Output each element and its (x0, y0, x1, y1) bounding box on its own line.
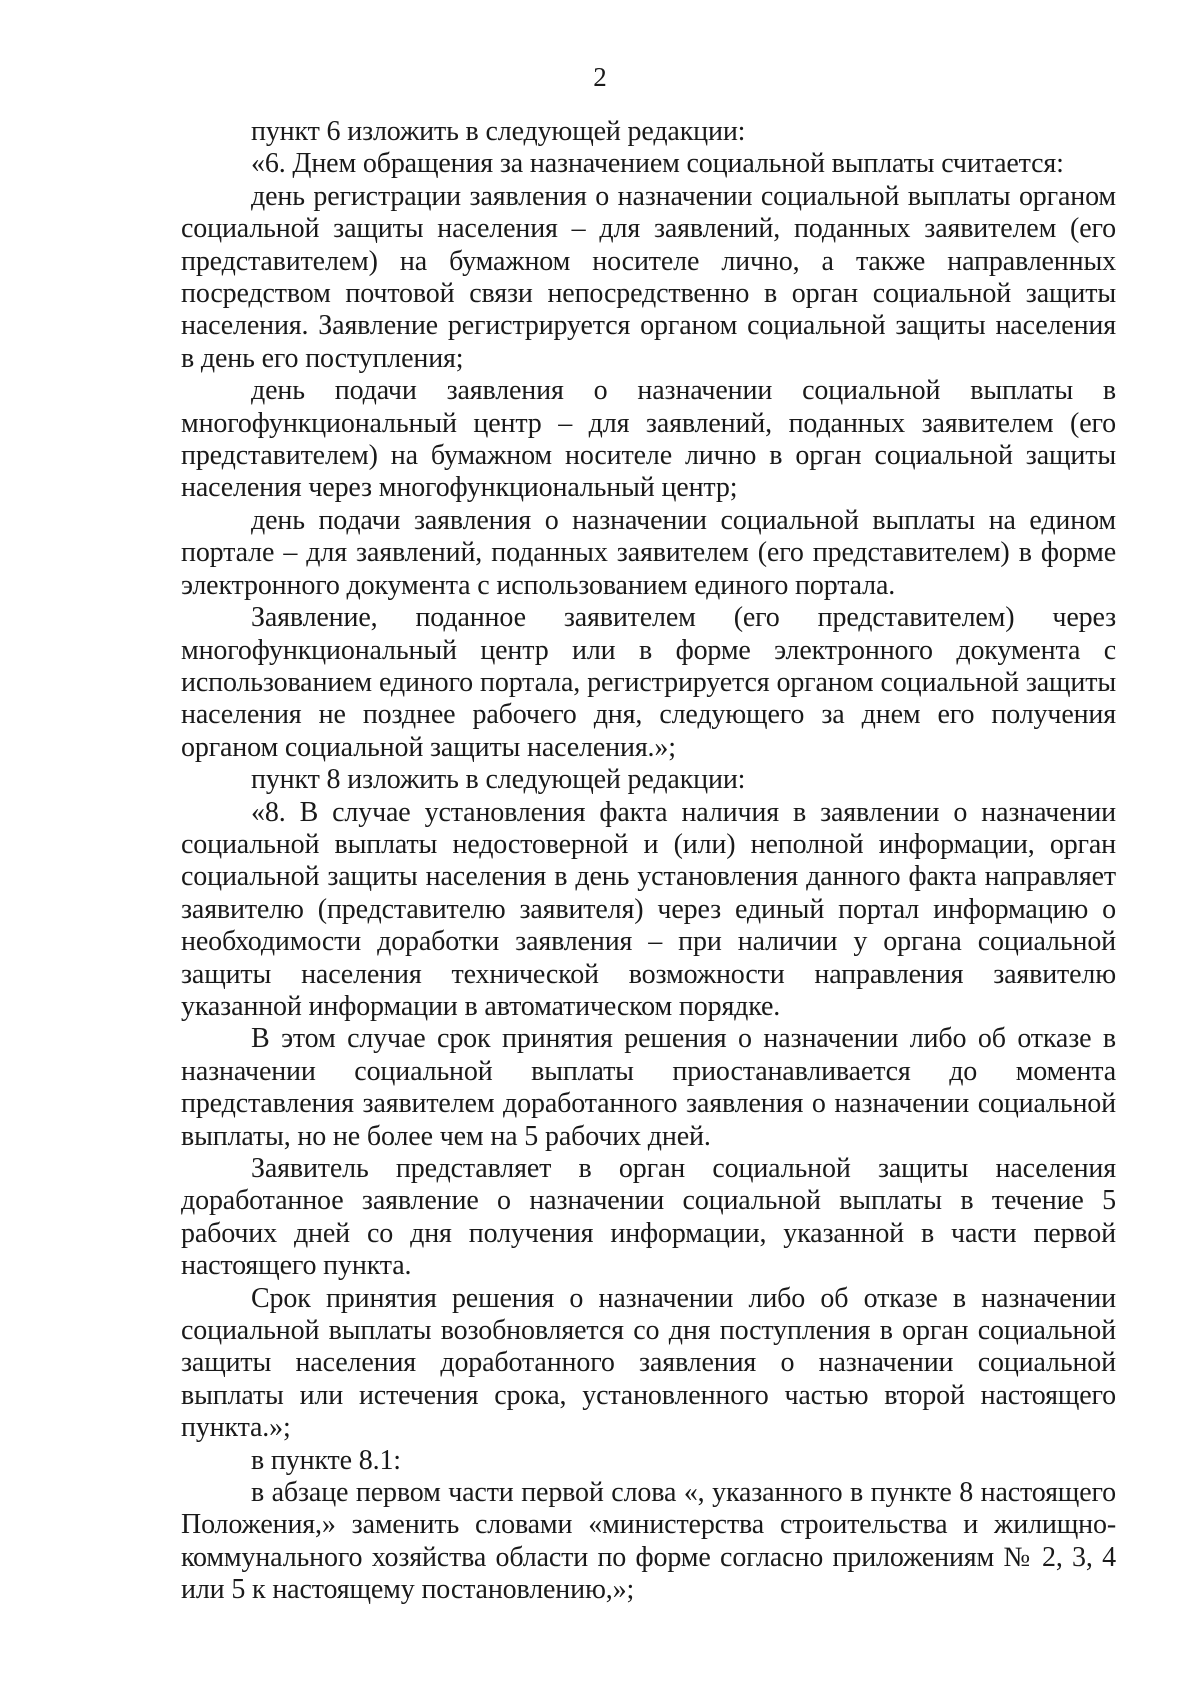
paragraph-item-8-1-replacement: в абзаце первом части первой слова «, указанного в пункте 8 настоящего Положения,» заменить словами «министерства строительства и жилищно-коммунального хозяйства области по форме согласно приложениям № 2, 3, 4 или 5 к настоящему постановлению,»; (181, 1477, 1116, 1606)
paragraph-revised-application: Заявитель представляет в орган социальной защиты населения доработанное заявление о назначении социальной выплаты в течение 5 рабочих дней со дня получения информации, указанной в части первой настоящего пункта. (181, 1153, 1116, 1282)
paragraph-suspension-period: В этом случае срок принятия решения о назначении либо об отказе в назначении социальной выплаты приостанавливается до момента представления заявителем доработанного заявления о назначении социальной выплаты, но не более чем на 5 рабочих дней. (181, 1023, 1116, 1152)
paragraph-item-8-1-intro: в пункте 8.1: (251, 1444, 401, 1476)
paragraph-mfc-submission-day: день подачи заявления о назначении социальной выплаты в многофункциональный центр – для заявлений, поданных заявителем (его представителем) на бумажном носителе лично в орган социальной защиты населения через многофункциональный центр; (181, 375, 1116, 504)
paragraph-item-8-heading: «8. В случае установления факта наличия в заявлении о назначении социальной выплаты недостоверной и (или) неполной информации, орган социальной защиты населения в день установления данного факта направляет заявителю (представителю заявителя) через единый портал информацию о необходимости доработки заявления – при наличии у органа социальной защиты населения технической возможности направления заявителю указанной информации в автоматическом порядке. (181, 796, 1116, 1022)
paragraph-registration-day: день регистрации заявления о назначении социальной выплаты органом социальной защиты населения – для заявлений, поданных заявителем (его представителем) на бумажном носителе лично, а также направленных посредством почтовой связи непосредственно в орган социальной защиты населения. Заявление регистрируется органом социальной защиты населения в день его поступления; (181, 180, 1116, 374)
document-body (181, 116, 1116, 1607)
paragraph-item-6-heading: «6. Днем обращения за назначением социальной выплаты считается: (251, 148, 1064, 180)
paragraph-decision-resumption: Срок принятия решения о назначении либо об отказе в назначении социальной выплаты возобновляется со дня поступления в орган социальной защиты населения доработанного заявления о назначении социальной выплаты или истечения срока, установленного частью второй настоящего пункта.»; (181, 1282, 1116, 1444)
paragraph-registration-deadline: Заявление, поданное заявителем (его представителем) через многофункциональный центр или в форме электронного документа с использованием единого портала, регистрируется органом социальной защиты населения не позднее рабочего дня, следующего за днем его получения органом социальной защиты населения.»; (181, 602, 1116, 763)
page-number: 2 (593, 62, 607, 92)
paragraph-item-8-intro: пункт 8 изложить в следующей редакции: (251, 764, 746, 796)
paragraph-item-6-intro: пункт 6 изложить в следующей редакции: (251, 116, 746, 147)
paragraph-portal-submission-day: день подачи заявления о назначении социальной выплаты на едином портале – для заявлений, поданных заявителем (его представителем) в форме электронного документа с использованием единого портала. (181, 504, 1116, 601)
